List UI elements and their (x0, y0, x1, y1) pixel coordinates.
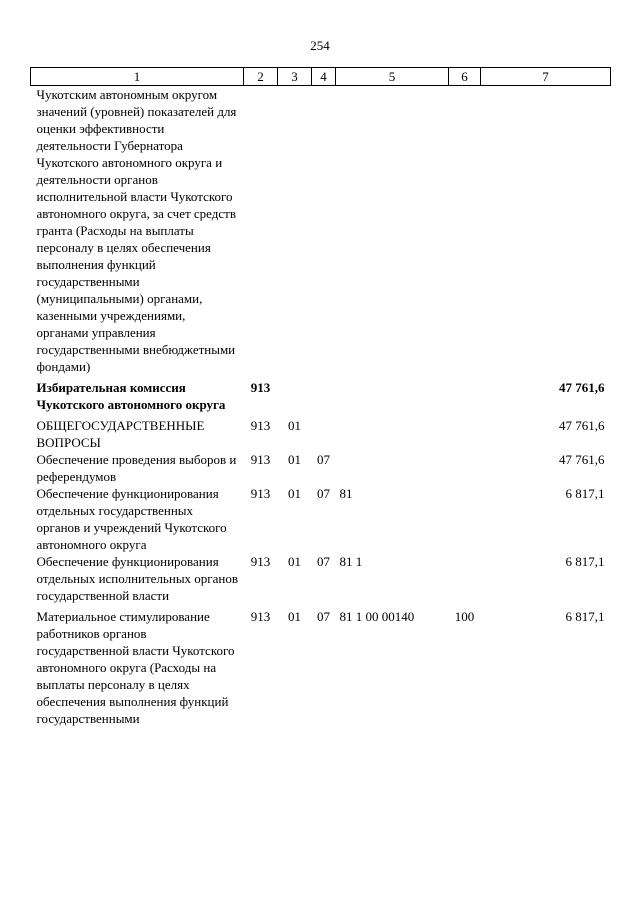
row-name: Обеспечение функционирования отдельных государственных органов и учреждений Чукотского автономного округа (36, 486, 227, 552)
row-type (449, 375, 481, 413)
row-section: 01 (288, 418, 301, 433)
row-subsection: 07 (317, 486, 330, 501)
row-section: 01 (288, 486, 301, 501)
table-row (31, 485, 611, 553)
row-section (278, 86, 312, 376)
row-ministry: 913 (250, 554, 271, 569)
row-target: 81 (339, 486, 353, 501)
row-type (449, 553, 481, 604)
row-type: 100 (454, 609, 475, 624)
table-row (31, 553, 611, 604)
row-section: 01 (288, 609, 301, 624)
row-target (336, 375, 449, 413)
row-type (449, 485, 481, 553)
table-row (31, 375, 611, 413)
header-col-3: 3 (278, 68, 312, 86)
header-col-5: 5 (336, 68, 449, 86)
table-row (31, 451, 611, 485)
row-type (449, 413, 481, 451)
row-ministry: 913 (250, 486, 271, 501)
row-type (449, 451, 481, 485)
row-name: ОБЩЕГОСУДАРСТВЕННЫЕ ВОПРОСЫ (36, 418, 205, 450)
row-type (449, 86, 481, 376)
header-col-2: 2 (244, 68, 278, 86)
row-subsection (312, 375, 336, 413)
row-name: Избирательная комиссия Чукотского автономного округа (36, 380, 226, 412)
row-subsection (312, 86, 336, 376)
table-row (31, 604, 611, 727)
budget-table (30, 67, 611, 727)
row-name: Чукотским автономным округом значений (уровней) показателей для оценки эффективности деятельности Губернатора Чукотского автономного округа и деятельности органов исполнительной власти Чукотского автономного округа, за счет средств гранта (Расходы на выплаты персоналу в целях обеспечения выполнения функций государственными (муниципальными) органами, казенными учреждениями, органами управления государственными внебюджетными фондами) (36, 87, 237, 374)
row-name: Обеспечение проведения выборов и референдумов (36, 452, 237, 484)
table-row (31, 86, 611, 376)
row-ministry: 913 (250, 418, 271, 433)
row-subsection (312, 413, 336, 451)
row-target (336, 86, 449, 376)
row-section (278, 375, 312, 413)
row-target: 81 1 (339, 554, 363, 569)
row-amount (481, 86, 611, 376)
row-target (336, 451, 449, 485)
header-col-1: 1 (31, 68, 244, 86)
row-subsection: 07 (317, 609, 330, 624)
row-target (336, 413, 449, 451)
row-subsection: 07 (317, 554, 330, 569)
row-name: Материальное стимулирование работников органов государственной власти Чукотского автономного округа (Расходы на выплаты персоналу в целях обеспечения выполнения функций государственными (36, 609, 235, 726)
page-number: 254 (310, 38, 330, 53)
row-amount: 6 817,1 (565, 486, 605, 501)
row-ministry: 913 (250, 380, 271, 395)
row-amount: 6 817,1 (565, 554, 605, 569)
row-name: Обеспечение функционирования отдельных исполнительных органов государственной власти (36, 554, 238, 603)
row-ministry: 913 (250, 609, 271, 624)
header-col-4: 4 (312, 68, 336, 86)
row-ministry (244, 86, 278, 376)
row-subsection: 07 (317, 452, 330, 467)
table-row (31, 413, 611, 451)
table-header-row (31, 68, 611, 86)
header-col-7: 7 (481, 68, 611, 86)
header-col-6: 6 (449, 68, 481, 86)
row-ministry: 913 (250, 452, 271, 467)
row-section: 01 (288, 554, 301, 569)
row-amount: 47 761,6 (559, 380, 605, 395)
row-section: 01 (288, 452, 301, 467)
row-target: 81 1 00 00140 (339, 609, 415, 624)
row-amount: 47 761,6 (559, 418, 605, 433)
row-amount: 47 761,6 (559, 452, 605, 467)
row-amount: 6 817,1 (565, 609, 605, 624)
